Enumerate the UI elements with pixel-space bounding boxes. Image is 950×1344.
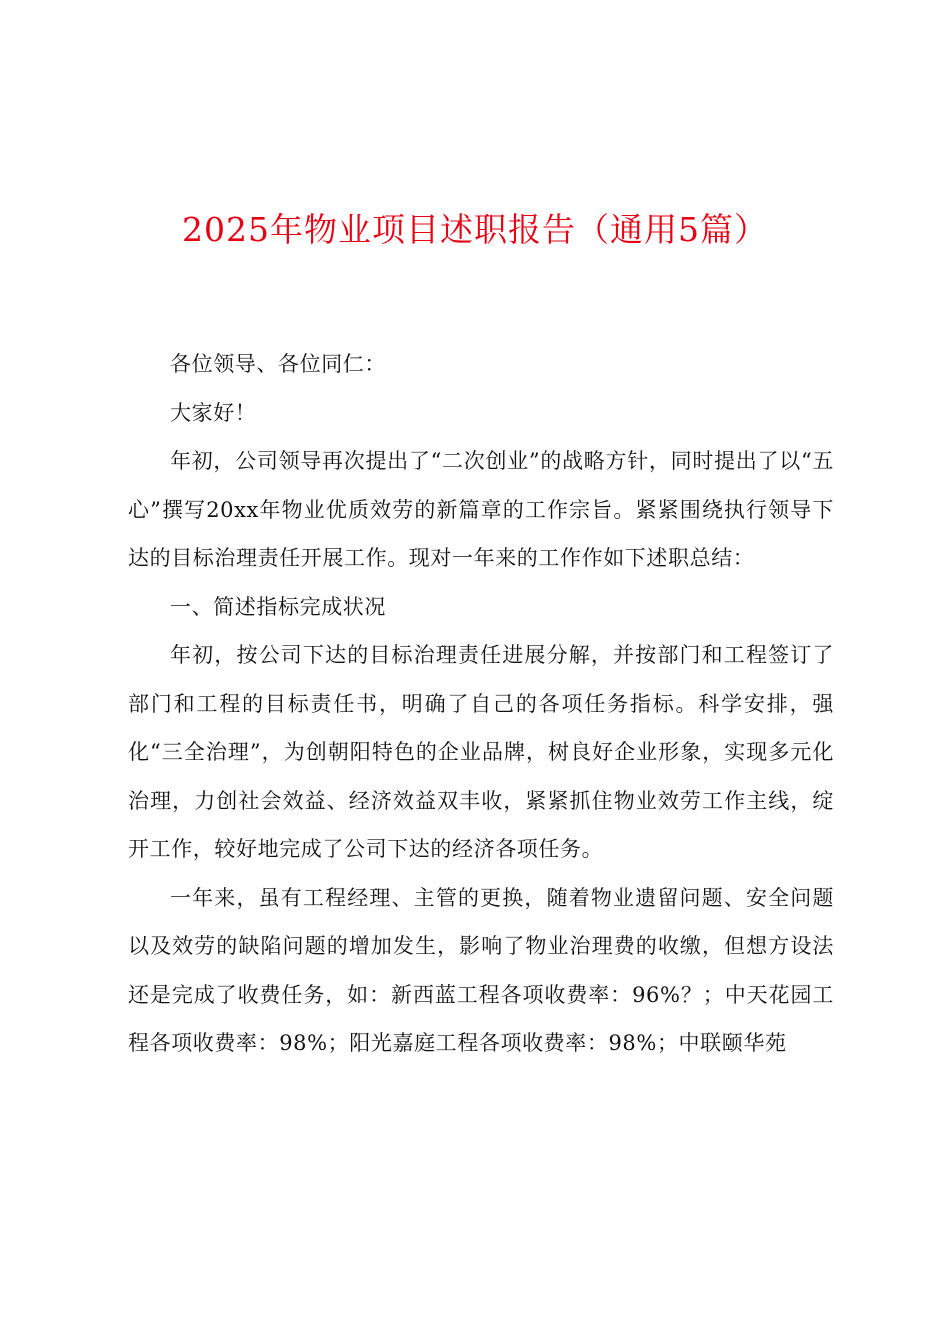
document-body	[128, 340, 834, 1068]
paragraph-intro: 年初，公司领导再次提出了“二次创业”的战略方针，同时提出了以“五心”撰写20xx年物业优质效劳的新篇章的工作宗旨。紧紧围绕执行领导下达的目标治理责任开展工作。现对一年来的工作作如下述职总结：	[128, 449, 834, 570]
section-heading: 一、简述指标完成状况	[170, 594, 386, 619]
paragraph-greeting-1: 各位领导、各位同仁：	[170, 352, 386, 376]
paragraph-greeting-2: 大家好！	[170, 400, 257, 425]
paragraph-targets: 年初，按公司下达的目标治理责任进展分解，并按部门和工程签订了部门和工程的目标责任书，明确了自己的各项任务指标。科学安排，强化“三全治理”，为创朝阳特色的企业品牌，树良好企业形象，实现多元化治理，力创社会效益、经济效益双丰收，紧紧抓住物业效劳工作主线，绽开工作，较好地完成了公司下达的经济各项任务。	[128, 643, 834, 861]
paragraph-collection: 一年来，虽有工程经理、主管的更换，随着物业遗留问题、安全问题以及效劳的缺陷问题的增加发生，影响了物业治理费的收缴，但想方设法还是完成了收费任务，如：新西蓝工程各项收费率：96%？；中天花园工程各项收费率：98%；阳光嘉庭工程各项收费率：98%；中联颐华苑	[128, 885, 834, 1055]
document-title: 2025年物业项目述职报告（通用5篇）	[182, 210, 768, 250]
